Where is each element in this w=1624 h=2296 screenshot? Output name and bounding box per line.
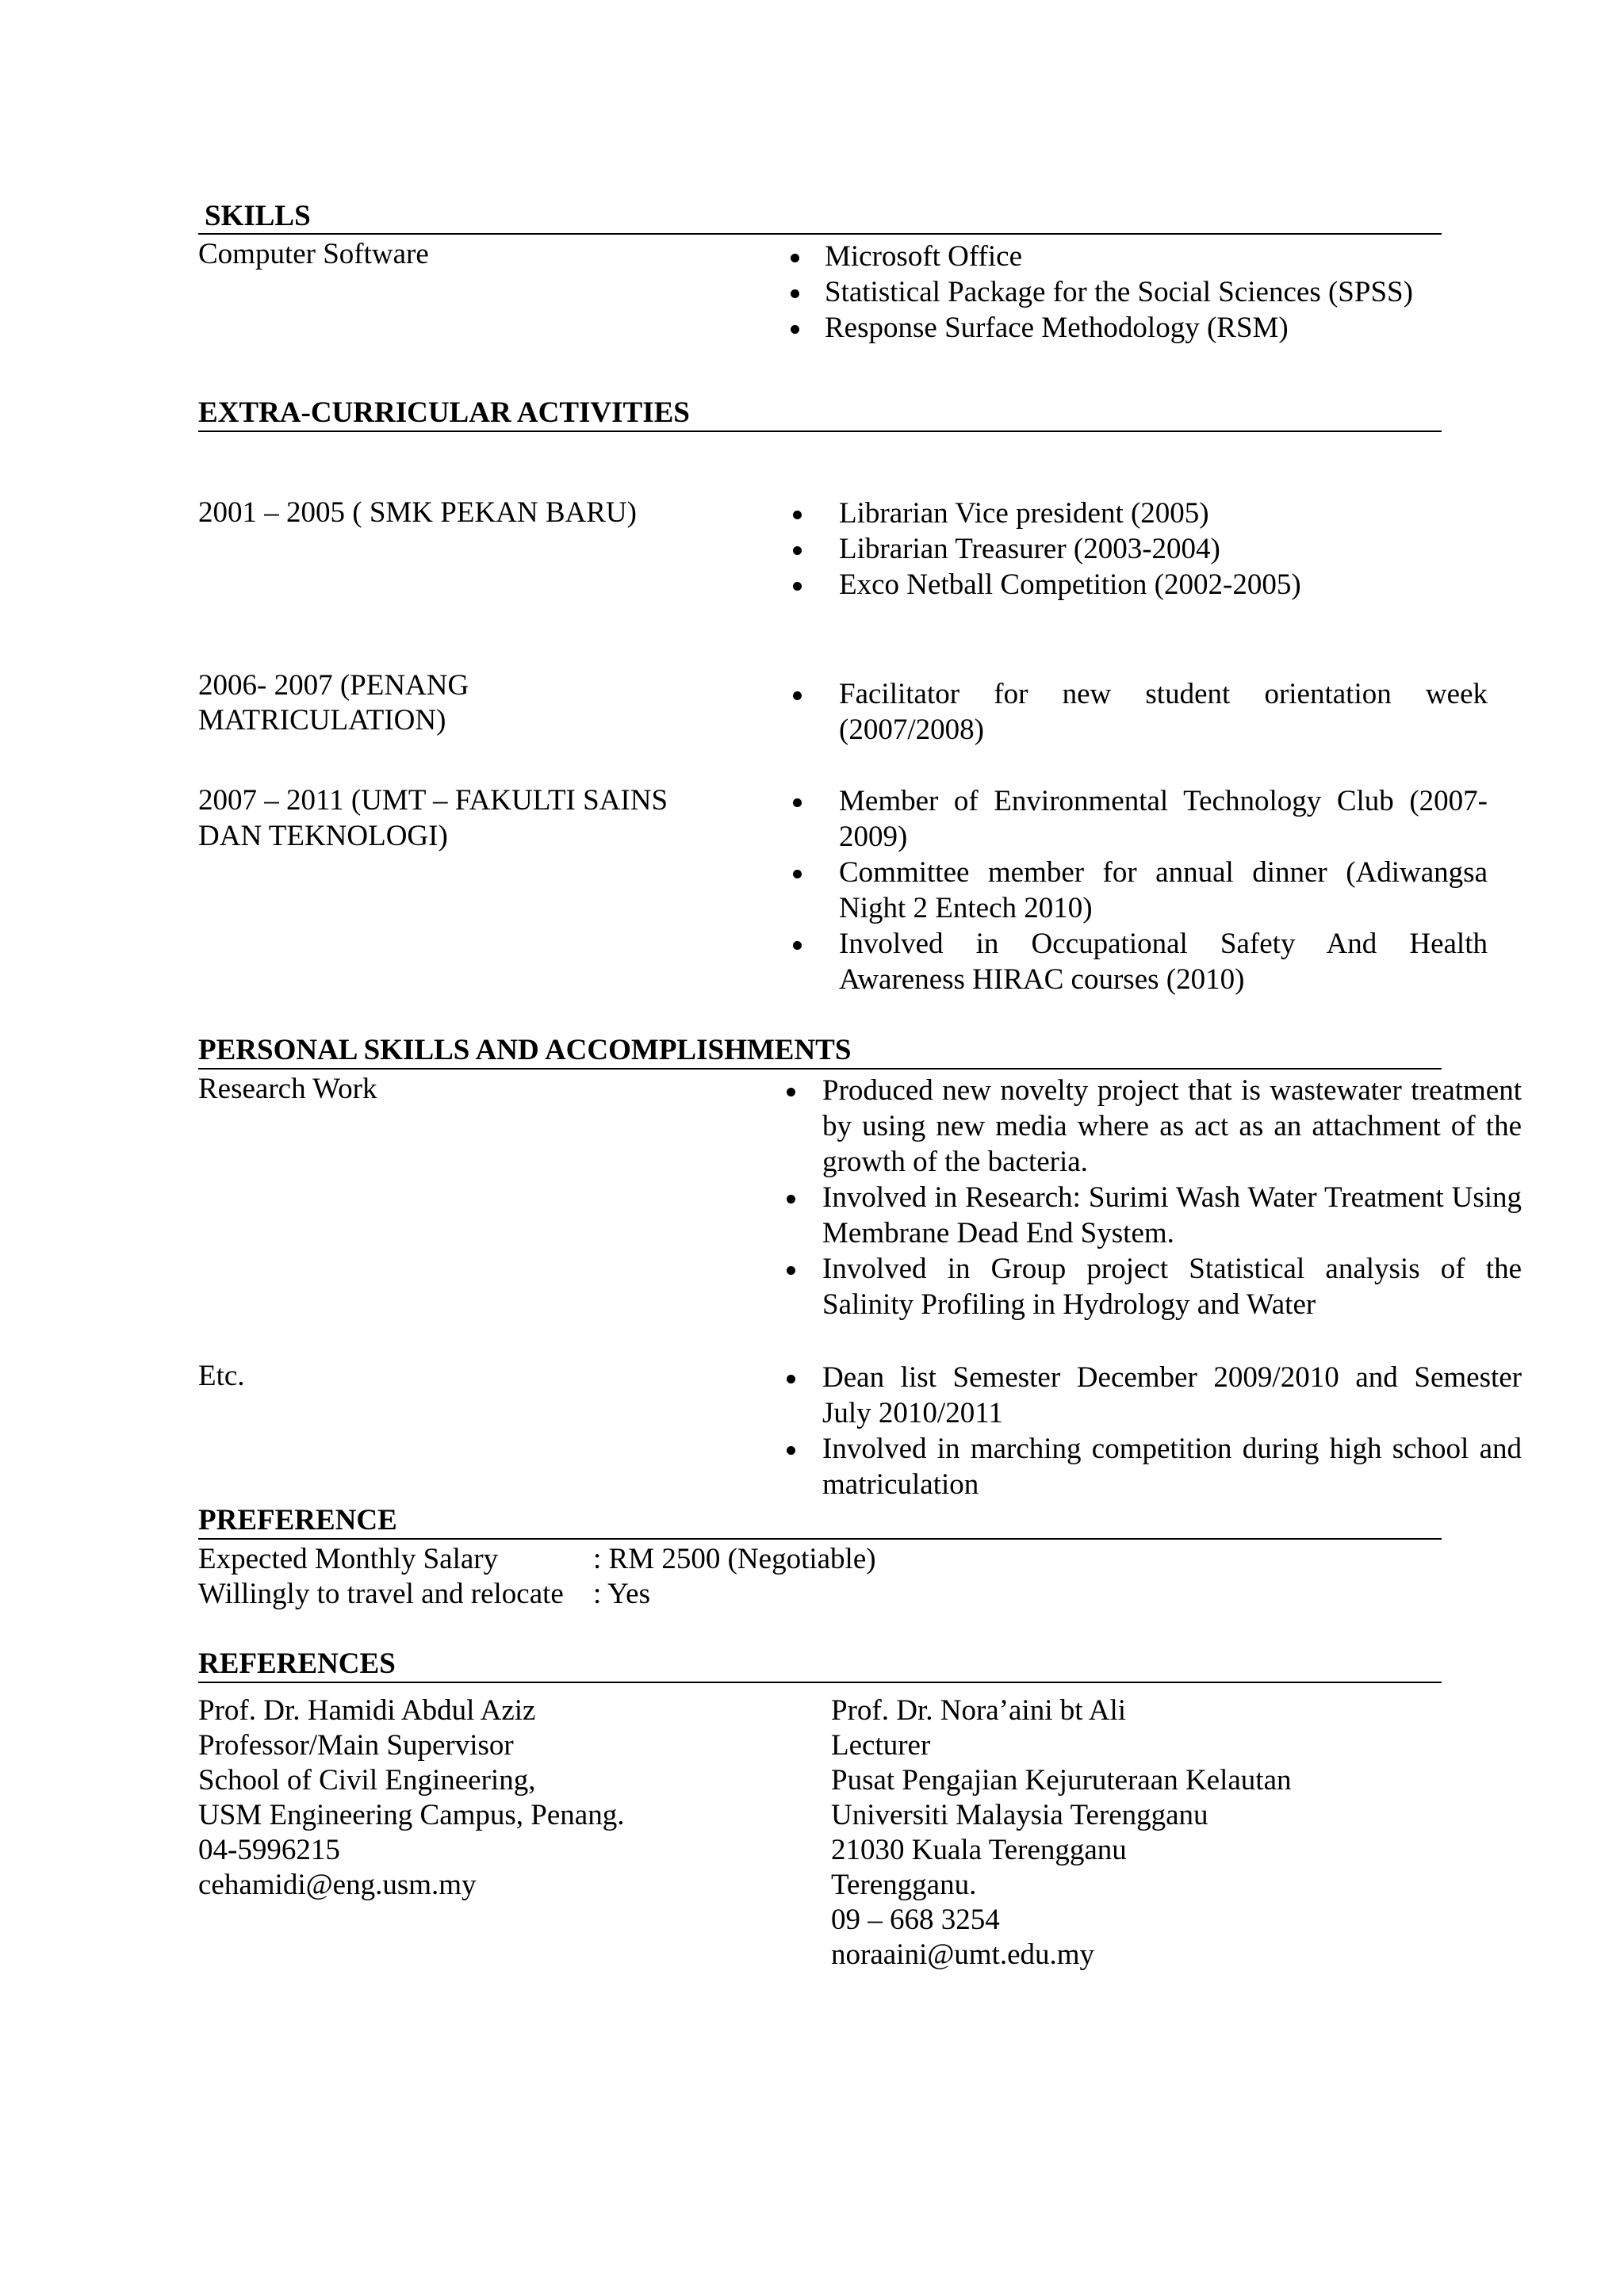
bullet-icon (787, 1266, 795, 1275)
reference-email: cehamidi@eng.usm.my (198, 1869, 477, 1901)
personal-list-2 (822, 1360, 1522, 1502)
preference-label-1: Expected Monthly Salary (198, 1543, 499, 1575)
bullet-icon (793, 582, 802, 591)
skills-list (825, 239, 1459, 346)
personal-label-1: Research Work (198, 1073, 377, 1105)
reference-title: Professor/Main Supervisor (198, 1729, 514, 1762)
personal-list-1 (822, 1073, 1522, 1322)
skills-rule (198, 233, 1442, 235)
extra-label-3a: 2007 – 2011 (UMT – FAKULTI SAINS (198, 784, 668, 817)
bullet-icon (787, 1446, 795, 1455)
list-item: Member of Environmental Technology Club (2007-2009) (839, 783, 1488, 855)
bullet-icon (787, 1088, 795, 1096)
preference-value-1: : RM 2500 (Negotiable) (593, 1543, 876, 1575)
list-item: Microsoft Office (825, 239, 1459, 274)
bullet-icon (791, 289, 799, 298)
reference-email: noraaini@umt.edu.my (831, 1938, 1095, 1971)
personal-label-2: Etc. (198, 1360, 245, 1392)
references-heading: REFERENCES (198, 1647, 396, 1680)
reference-name: Prof. Dr. Hamidi Abdul Aziz (198, 1694, 536, 1727)
extra-list-3 (839, 783, 1488, 997)
bullet-icon (793, 941, 802, 950)
personal-rule (198, 1068, 1442, 1070)
preference-value-2: : Yes (593, 1578, 650, 1610)
references-rule (198, 1682, 1442, 1683)
list-item: Statistical Package for the Social Sciences (SPSS) (825, 274, 1459, 310)
extra-label-3b: DAN TEKNOLOGI) (198, 820, 448, 852)
extra-list-1 (839, 496, 1473, 603)
reference-title: Lecturer (831, 1729, 931, 1762)
extra-list-2 (839, 676, 1488, 748)
bullet-icon (793, 511, 802, 519)
list-item: Involved in Research: Surimi Wash Water Treatment Using Membrane Dead End System. (822, 1180, 1522, 1251)
list-item: Involved in Occupational Safety And Health Awareness HIRAC courses (2010) (839, 926, 1488, 997)
extra-label-2b: MATRICULATION) (198, 704, 446, 737)
extra-heading: EXTRA-CURRICULAR ACTIVITIES (198, 396, 690, 429)
bullet-icon (791, 254, 799, 262)
bullet-icon (793, 798, 802, 807)
list-item: Librarian Treasurer (2003-2004) (839, 531, 1473, 567)
list-item: Response Surface Methodology (RSM) (825, 310, 1459, 346)
preference-label-2: Willingly to travel and relocate (198, 1578, 564, 1610)
bullet-icon (787, 1195, 795, 1203)
bullet-icon (787, 1375, 795, 1383)
bullet-icon (793, 691, 802, 700)
reference-right (831, 1693, 1292, 1973)
list-item: Committee member for annual dinner (Adiwangsa Night 2 Entech 2010) (839, 855, 1488, 926)
reference-name: Prof. Dr. Nora’aini bt Ali (831, 1694, 1127, 1727)
preference-heading: PREFERENCE (198, 1504, 397, 1536)
reference-city: 21030 Kuala Terengganu (831, 1834, 1127, 1866)
reference-state: Terengganu. (831, 1869, 977, 1901)
skills-heading: SKILLS (205, 200, 311, 232)
list-item: Involved in Group project Statistical analysis of the Salinity Profiling in Hydrology and Water (822, 1251, 1522, 1322)
list-item: Facilitator for new student orientation week (2007/2008) (839, 676, 1488, 748)
extra-label-1: 2001 – 2005 ( SMK PEKAN BARU) (198, 496, 637, 529)
reference-phone: 04-5996215 (198, 1834, 340, 1866)
bullet-icon (791, 325, 799, 334)
skills-label: Computer Software (198, 238, 429, 270)
reference-phone: 09 – 668 3254 (831, 1904, 1000, 1936)
personal-heading: PERSONAL SKILLS AND ACCOMPLISHMENTS (198, 1034, 852, 1066)
bullet-icon (793, 870, 802, 878)
preference-rule (198, 1538, 1442, 1540)
extra-label-2a: 2006- 2007 (PENANG (198, 669, 469, 702)
list-item: Exco Netball Competition (2002-2005) (839, 567, 1473, 603)
list-item: Dean list Semester December 2009/2010 and Semester July 2010/2011 (822, 1360, 1522, 1431)
reference-school: School of Civil Engineering, (198, 1764, 536, 1797)
list-item: Librarian Vice president (2005) (839, 496, 1473, 531)
reference-school: Pusat Pengajian Kejuruteraan Kelautan (831, 1764, 1292, 1797)
reference-left (198, 1693, 624, 1903)
reference-campus: USM Engineering Campus, Penang. (198, 1799, 625, 1831)
list-item: Produced new novelty project that is wastewater treatment by using new media where as act as an attachment of the growth of the bacteria. (822, 1073, 1522, 1180)
reference-university: Universiti Malaysia Terengganu (831, 1799, 1208, 1831)
extra-rule (198, 430, 1442, 432)
bullet-icon (793, 546, 802, 555)
list-item: Involved in marching competition during high school and matriculation (822, 1431, 1522, 1502)
